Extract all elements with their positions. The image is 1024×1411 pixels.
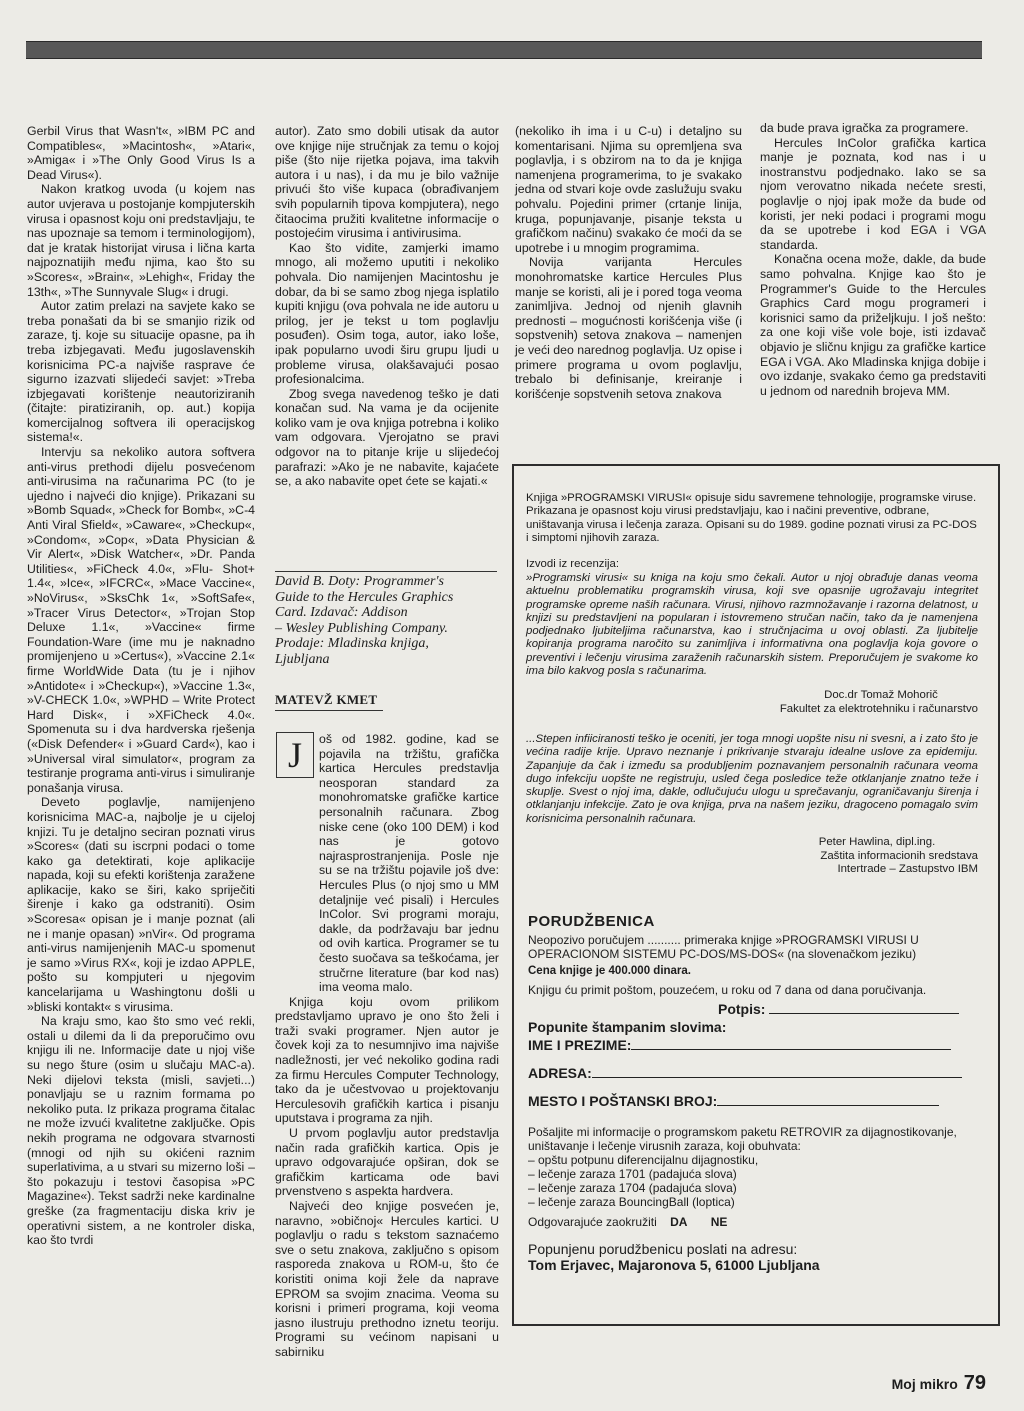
author-name: MATEVŽ KMET — [275, 692, 383, 711]
list-item: – lečenje zaraza BouncingBall (loptica) — [528, 1195, 735, 1209]
paragraph: (nekoliko ih ima i u C-u) i detaljno su komentarisani. Njima su opremljena sva poglavlja, i s obzirom na to da je knjiga namenjena programerima, to je svakako jedna od stvari koje ovde zaslužuju svaku pohvalu. Pojedini primer (crtanje linija, kruga, popunjavanje, pisanje teksta u grafičkom načinu) svakako će moći da se upotrebe i u mnogim programima. — [515, 124, 742, 255]
paragraph: oš od 1982. godine, kad se pojavila na tržištu, grafička kartica Hercules predstavlja neosporan standard za monohromatske grafičke kartice personalnih računara. Zbog niske cene (oko 100 DEM) i kod nas je gotovo najrasprostranjenija. Posle nje su se na tržištu pojavile još dve: Hercules Plus (o njoj smo u MM detaljnije već pisali) i Hercules InColor. Svi programi moraju, dakle, da podržavaju bar jednu od ovih kartica. Programer se tu često suočava sa teškoćama, jer stručrne literature (bar kod nas) ima veoma malo. — [319, 732, 499, 995]
drop-cap: J — [276, 732, 314, 778]
paragraph: Najveći deo knjige posvećen je, naravno, »običnoj« Hercules kartici. U poglavlju o radu s tekstom saznaćemo sve o setu znakova, zaključno s opisom rasporeda znakova u ROM-u, što će koristiti onima koji žele da naprave EPROM sa svojim znacima. Veoma su korisni i primeri programa, koji veoma jasno ilustruju prethodno iznetu teoriju. Programi su većinom napisani u sabirniku — [275, 1199, 499, 1359]
retrovir-list — [528, 1153, 978, 1209]
column-1 — [27, 124, 255, 1248]
column-2 — [275, 124, 499, 489]
paragraph: Intervju sa nekoliko autora softvera anti-virus prethodi dijelu posvećenom anti-virusima na računarima PC (to je ujedno i najveći dio knjige). Prikazani su »Bomb Squad«, »Check for Bomb«, »C-4 Anti Viral Sfield«, »Caware«, »Checkup«, »Condom«, »Cop«, »Data Physician & Vir Alert«, »Disk Watcher«, »Dr. Panda Utilities«, »FiCheck 4.0«, »Flu- Shot+ 1.4«, »Ice«, »IFCRC«, »Mace Vaccine«, »NoVirus«, »SksChk 1«, »SoftSafe«, »Tracer Virus Detector«, »Trojan Stop Deluxe 1.1«, »Vaccine« firme Foundation-Ware (ime mu je naknadno promijenjeno u »Certus«), »Vaccine 2.1« firme WorldWide Data (tu je i njihov »Antidote« i »Checkup«), »Vaccine 1.3«, »V-CHECK 1.0«, »WPHD – Write Protect Hard Disk«, i »XFiCheck 4.0«. Spomenuta su i dva hardverska rješenja («Disk Defender« i »Guard Card«), kao i »Universal viral simulator«, program za testiranje programa anti-virus i simuliranje ponašanja virusa. — [27, 445, 255, 795]
order-form — [528, 913, 978, 1273]
list-item: – opštu potpunu diferencijalnu dijagnostiku, — [528, 1153, 759, 1167]
order-line: Neopozivo poručujem .......... primeraka knjige »PROGRAMSKI VIRUSI U OPERACIONOM SISTEMU PC-DOS/MS-DOS« (na slovenačkom jeziku) — [528, 933, 919, 961]
column-4 — [760, 121, 986, 398]
no-option[interactable]: NE — [710, 1215, 728, 1229]
order-title: PORUDŽBENICA — [528, 913, 655, 930]
review-heading: Izvodi iz recenzija: — [526, 558, 620, 570]
send-address: Tom Erjavec, Majaronova 5, 61000 Ljubljana — [528, 1257, 820, 1273]
send-instruction: Popunjenu porudžbenicu poslati na adresu: — [528, 1241, 798, 1257]
paragraph: Novija varijanta Hercules monohromatske kartice Hercules Plus manje se koristi, ali je i pored toga veoma zanimljiva. Jednoj od njenih glavnih prednosti – mogućnosti korišćenja više (i sopstvenih) setova znakova – namenjen je veći deo narednog poglavlja. Uz opise i primere programa u ovom poglavlju, trebalo bi definisanje, kreiranje i korišćenje sopstvenih setova znakova — [515, 255, 742, 401]
page-number: 79 — [963, 1372, 986, 1394]
city-field[interactable]: MESTO I POŠTANSKI BROJ: — [528, 1093, 978, 1109]
paragraph: Na kraju smo, kao što smo već rekli, ostali u dilemi da li da preporučimo ovu knjigu ili ne. Informacije date u njoj više su nego šture (osim u slučaju MAC-a). Neki dijelovi teksta (misli, savjeti...) ponavljaju se u raznim formama po nekoliko puta. Iz prikaza programa čitalac ne može izvući kvalitetne zaključke. Opis nekih programa ne odgovara stvarnosti (mnogi od njih su okićeni raznim superlativima, a u stvari su mizerno loši – što pokazuju i testovi časopisa »PC Magazine«). Tekst sadrži neke kardinalne greške (za fragmentaciju diska kriv je operativni sistem, a ne kontroler diska, kao što tvrdi — [27, 1014, 255, 1248]
review-quote: ...Stepen infiiciranosti teško je oceniti, jer toga mnogi uopšte nisu ni svesni, a i zato što je većina radije krije. Upravo neznanje i prikrivanje stvaraju idealne uslove za epidemiju. Zapanjuje da čak i između sa produbljenim poznavanjem personalnih računara veoma dugo infekciju uopšte ne registruju, usled čega posledice teže otklanjanje znatno teže i skuplje. Svest o njoj ima, dakle, odlučujuću ulogu u sprečavanju, ograničavanju širenja i otklanjanju infekcije. Zato je ova knjiga, prva na našem jeziku, dragoceno pomagalo svim korisnicima personalnih računara. — [526, 733, 978, 825]
column-3 — [515, 124, 742, 401]
paragraph: autor). Zato smo dobili utisak da autor ove knjige nije stručnjak za temu o kojoj piše (što nije rijetka pojava, ima takvih autora i u nas), i da mu je bilo važnije privući što više kupaca (obrađivanjem svih popularnih tipova kompjutera), nego čitaocima pružiti kvalitetne informacije o postojećim virusima i antivirusima. — [275, 124, 499, 241]
address-field[interactable]: ADRESA: — [528, 1065, 978, 1081]
name-field[interactable]: IME I PREZIME: — [528, 1037, 978, 1053]
paragraph: Zbog svega navedenog teško je dati konačan sud. Na vama je da ocijenite koliko vam je ova knjiga potrebna i koliko vam odgovara. Vjerojatno se pravi odgovor na to pitanje krije u slijedećoj parafrazi: »Ako je ne nabavite, kajaćete se, a ako nabavite opet ćete se kajati.« — [275, 386, 499, 489]
yes-option[interactable]: DA — [670, 1215, 688, 1229]
paragraph: Deveto poglavlje, namijenjeno korisnicima MAC-a, najbolje je u cijeloj knjizi. Tu je detaljno seciran poznati virus »Scores« (dati su iscrpni podaci o tome kako ga detektirati, kojе aplikacije napada, koji su efekti korištenja zaražene aplikacije, kako se širi, kako spriječiti širenje i kako ga odstraniti). Osim »Scoresa« opisan je i manje poznat (ali ne i manje opasan) »nVir«. Od programa anti-virus namijenjenih MAC-u spomenut je samo »Virus RX«, koji je izdao APPLE, pošto su kompjuteri u njegovim kancelarijama u Washingtonu došli u »bliski kontakt« s virusima. — [27, 795, 255, 1014]
paragraph: Kao što vidite, zamjerki imamo mnogo, ali možemo uputiti i nekoliko pohvala. Dio namijenjen Macintoshu je dobar, da bi se samo zbog njega isplatilo kupiti knjigu (ova pohvala ne ide autoru u prilog, jer je tekst u tom poglavlju posuđen). Osim toga, autor, iako loše, ipak popularno uvodi širu grupu ljudi u probleme virusa, olakšavajući posao profesionalcima. — [275, 240, 499, 387]
book-intro: Knjiga »PROGRAMSKI VIRUSI« opisuje sidu savremene tehnologije, programske viruse. Prikazana je opasnost koju virusi predstavljaju, kao i načini preventive, odbrane, uništavanja virusa i lečenja zaraza. Opisani su do 1989. godine poznati virusi za PC-DOS i simptomi njihovih zaraza. — [526, 492, 977, 544]
review-affiliation: Fakultet za elektrotehniku i računarstvo — [779, 703, 978, 715]
paragraph: Knjiga koju ovom prilikom predstavljamo upravo je ono što želi i traži svaki programer. Njen autor je čovek koji za to nesumnjivo ima najviše nadležnosti, jer već nekoliko godina radi za firmu Hercules Computer Technology, tako da je učestvovao u projektovanju Herculesovih grafičkih kartica i pisanju uputstava i programa za njih. — [275, 994, 499, 1126]
paragraph: Gerbil Virus that Wasn't«, »IBM PC and Compatibles«, »Macintosh«, »Atari«, »Amiga« i »The Only Good Virus Is a Dead Virus«). — [27, 124, 255, 182]
paragraph: Hercules InColor grafička kartica manje je poznata, kod nas i u inostranstvu podjednako. Iako se sa njom verovatno nikada nećete sresti, poglavlje o njoj ipak može da bude od koristi, jer neki podaci i programi mogu da se upotrebe i kod EGA i VGA standarda. — [760, 135, 986, 252]
article-hercules — [275, 732, 499, 1360]
header-bar — [26, 41, 982, 59]
page-footer — [892, 1372, 986, 1395]
review-signature: Doc.dr Tomaž Mohorič — [824, 689, 938, 701]
review-affiliation: Zaštita informacionih sredstava — [820, 850, 978, 862]
list-item: – lečenje zaraza 1704 (padajuća slova) — [528, 1181, 737, 1195]
order-delivery: Knjigu ću primit poštom, pouzećem, u roku od 7 dana od dana poručivanja. — [528, 983, 927, 997]
paragraph: Autor zatim prelazi na savjete kako se treba ponašati da bi se smanjio rizik od zaraze, tj. koje su situacije opasne, pa ih treba izbjegavati. Među jugoslavenskih korisnicima PC-a najviše rasprave će sigurno izazvati slijedeći savjet: »Treba izbjegavati korištenje neautoriziranih (čitajte: piratiziranih, op. aut.) kopija komercijalnog softvera ili operacijskog sistema!«. — [27, 299, 255, 445]
review-signature: Peter Hawlina, dipl.ing. — [818, 836, 936, 848]
order-price: Cena knjige je 400.000 dinara. — [528, 965, 691, 977]
answer-row: Odgovarajuće zaokružiti DA NE — [528, 1215, 728, 1229]
review-quote: »Programski virusi« su kniga na koju smo čekali. Autor u njoj obrađuje danas veoma aktuelnu problematiku programskih virusa, koji sve opasnije ugrožavaju integritet programske opreme naših računara. Virusi, njihovo razmnožavanje i razorna delatnost, u knjizi su predstavljeni na popularan i istovremeno stručan način, tako da je namenjena podjednako ljubiteljima računarstva, kao i stručnjacima u ovoj oblasti. Za ljubitelje kopiranja programa naročito su zanimljiva i informativna ona poglavlja koja govore o preventivi i lečenju virusima zaraženih računarskih sistem. Preporučujem je svakome ko ima bilo kakvog posla s računarima. — [526, 572, 978, 678]
book-info: David B. Doty: Programmer's Guide to the Hercules Graphics Card. Izdavač: Addison – Wesley Publishing Company. Prodaje: Mladinska knjiga, Ljubljana — [275, 571, 497, 667]
signature-field[interactable]: Potpis: — [528, 1001, 978, 1017]
magazine-name: Moj mikro — [891, 1376, 958, 1392]
list-item: – lečenje zaraza 1701 (padajuća slova) — [528, 1167, 737, 1181]
paragraph: U prvom poglavlju autor predstavlja način rada grafičkih kartica. Opis je upravo odgovarajuće opširan, dok se grafičkim karticama ode bavi prvenstveno s aspekta hardvera. — [275, 1126, 499, 1199]
paragraph: Nakon kratkog uvoda (u kojem nas autor uvjerava u postojanje kompjuterskih virusa i opasnost koju oni predstavljaju, te nas upoznaje sa temom i terminologijom), dat je kratak historijat virusa i lična karta najpoznatijih među njima, kao što su »Scores«, »Brain«, »Lehigh«, Friday the 13th«, »The Sunnyvale Slug« i drugi. — [27, 182, 255, 299]
retrovir-info: Pošaljite mi informacije o programskom paketu RETROVIR za dijagnostikovanje, uništavanje i lečenje virusnih zaraza, koji obuhvata: — [528, 1125, 957, 1153]
paragraph: Konačna ocena može, dakle, da bude samo pohvalna. Knjige kao što je Programmer's Guide to the Hercules Graphics Card mogu programeri i korisnici samo da priželjkuju. I još nešto: za one koji više vole boje, isti izdavač objavio je sličnu knjigu za grafičke kartice EGA i VGA. Ako Mladinska knjiga dobije i ovo izdanje, svakako ćemo ga predstaviti u jednom od narednih brojeva MM. — [760, 252, 986, 398]
review-affiliation: Intertrade – Zastupstvo IBM — [837, 863, 978, 875]
paragraph: da bude prava igračka za programere. — [760, 121, 969, 135]
print-instruction: Popunite štampanim slovima: — [528, 1019, 727, 1035]
